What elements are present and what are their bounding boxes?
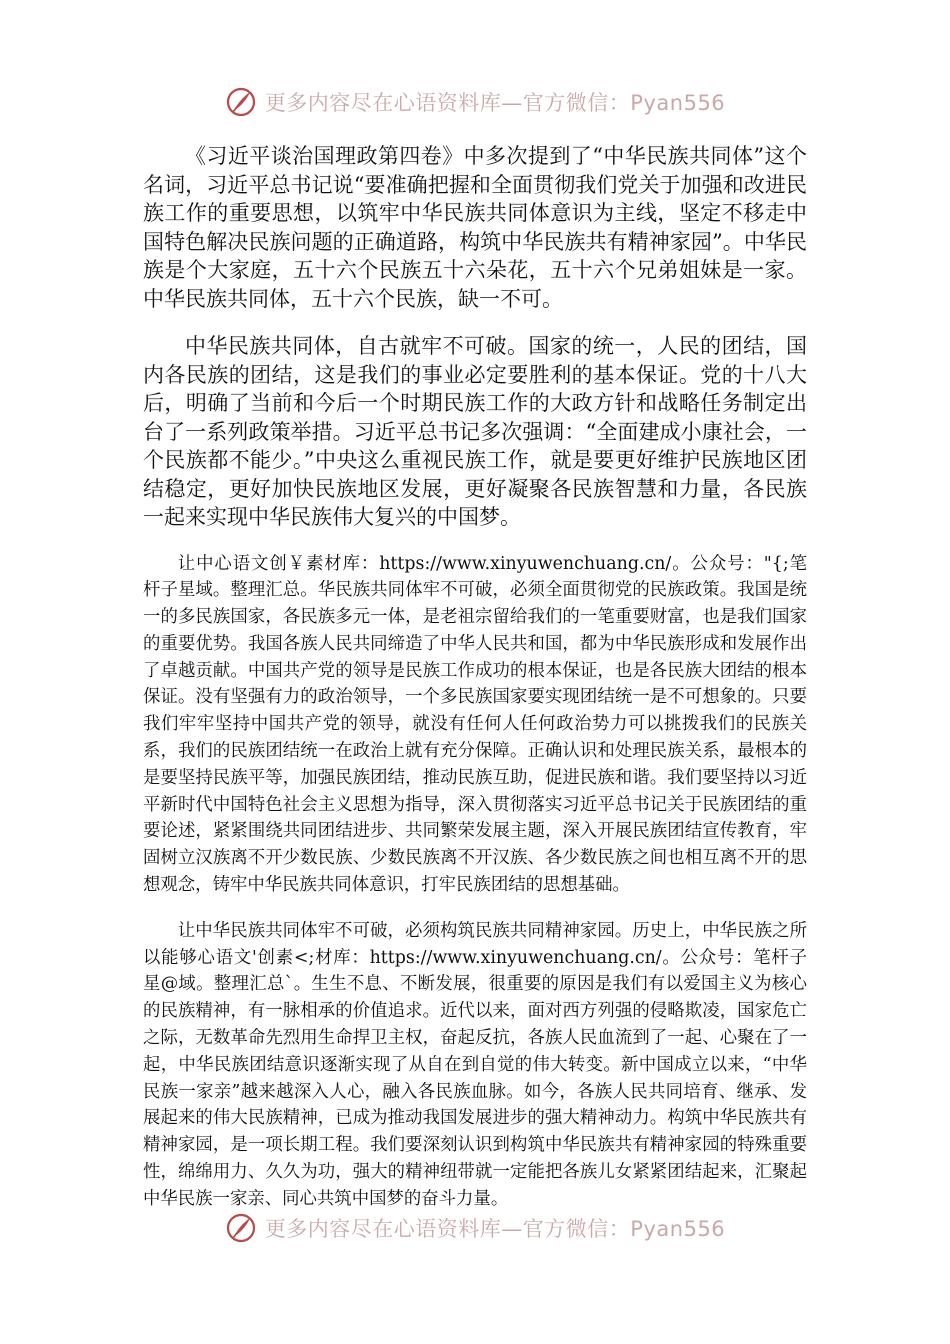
quill-pen-logo-icon — [225, 1212, 257, 1244]
header-banner-text: 更多内容尽在心语资料库—官方微信：Pyan556 — [264, 91, 726, 115]
footer-banner — [0, 1212, 950, 1244]
paragraph: 中华民族共同体，自古就牢不可破。国家的统一，人民的团结，国内各民族的团结，这是我们的事业必定要胜利的基本保证。党的十八大后，明确了当前和今后一个时期民族工作的大政方针和战略任务制定出台了一系列政策举措。习近平总书记多次强调：“全面建成小康社会，一个民族都不能少。”中央这么重视民族工作，就是要更好维护民族地区团结稳定，更好加快民族地区发展，更好凝聚各民族智慧和力量，各民族一起来实现中华民族伟大复兴的中国梦。 — [143, 334, 807, 529]
footer-banner-text: 更多内容尽在心语资料库—官方微信：Pyan556 — [264, 1217, 726, 1241]
paragraph: 《习近平谈治国理政第四卷》中多次提到了“中华民族共同体”这个名词，习近平总书记说“要准确把握和全面贯彻我们党关于加强和改进民族工作的重要思想，以筑牢中华民族共同体意识为主线，坚定不移走中国特色解决民族问题的正确道路，构筑中华民族共有精神家园”。中华民族是个大家庭，五十六个民族五十六朵花，五十六个兄弟姐妹是一家。中华民族共同体，五十六个民族，缺一不可。 — [143, 144, 807, 311]
header-banner — [0, 86, 950, 118]
document-body — [143, 142, 807, 1232]
quill-pen-logo-icon — [225, 86, 257, 118]
paragraph: 让中华民族共同体牢不可破，必须构筑民族共同精神家园。历史上，中华民族之所以能够心语文'创素<;材库：https://www.xinyuwenchuang.cn/。公众号：笔杆子星@域。整理汇总`。生生不息、不断发展，很重要的原因是我们有以爱国主义为核心的民族精神，有一脉相承的价值追求。近代以来，面对西方列强的侵略欺凌，国家危亡之际，无数革命先烈用生命捍卫主权，奋起反抗，各族人民血流到了一起、心聚在了一起，中华民族团结意识逐渐实现了从自在到自觉的伟大转变。新中国成立以来，“中华民族一家亲”越来越深入人心，融入各民族血脉。如今，各族人民共同培育、继承、发展起来的伟大民族精神，已成为推动我国发展进步的强大精神动力。构筑中华民族共有精神家园，是一项长期工程。我们要深刻认识到构筑中华民族共有精神家园的特殊重要性，绵绵用力、久久为功，强大的精神纽带就一定能把各族儿女紧紧团结起来，汇聚起中华民族一家亲、同心共筑中国梦的奋斗力量。 — [143, 920, 807, 1209]
paragraph: 让中心语文创￥素材库：https://www.xinyuwenchuang.cn/。公众号："{;笔杆子星域。整理汇总。华民族共同体牢不可破，必须全面贯彻党的民族政策。我国是统一的多民族国家，各民族多元一体，是老祖宗留给我们的一笔重要财富，也是我们国家的重要优势。我国各族人民共同缔造了中华人民共和国，都为中华民族形成和发展作出了卓越贡献。中国共产党的领导是民族工作成功的根本保证，也是各民族大团结的根本保证。没有坚强有力的政治领导，一个多民族国家要实现团结统一是不可想象的。只要我们牢牢坚持中国共产党的领导，就没有任何人任何政治势力可以挑拨我们的民族关系，我们的民族团结统一在政治上就有充分保障。正确认识和处理民族关系，最根本的是要坚持民族平等，加强民族团结，推动民族互助，促进民族和谐。我们要坚持以习近平新时代中国特色社会主义思想为指导，深入贯彻落实习近平总书记关于民族团结的重要论述，紧紧围绕共同团结进步、共同繁荣发展主题，深入开展民族团结宣传教育，牢固树立汉族离不开少数民族、少数民族离不开汉族、各少数民族之间也相互离不开的思想观念，铸牢中华民族共同体意识，打牢民族团结的思想基础。 — [143, 553, 807, 896]
